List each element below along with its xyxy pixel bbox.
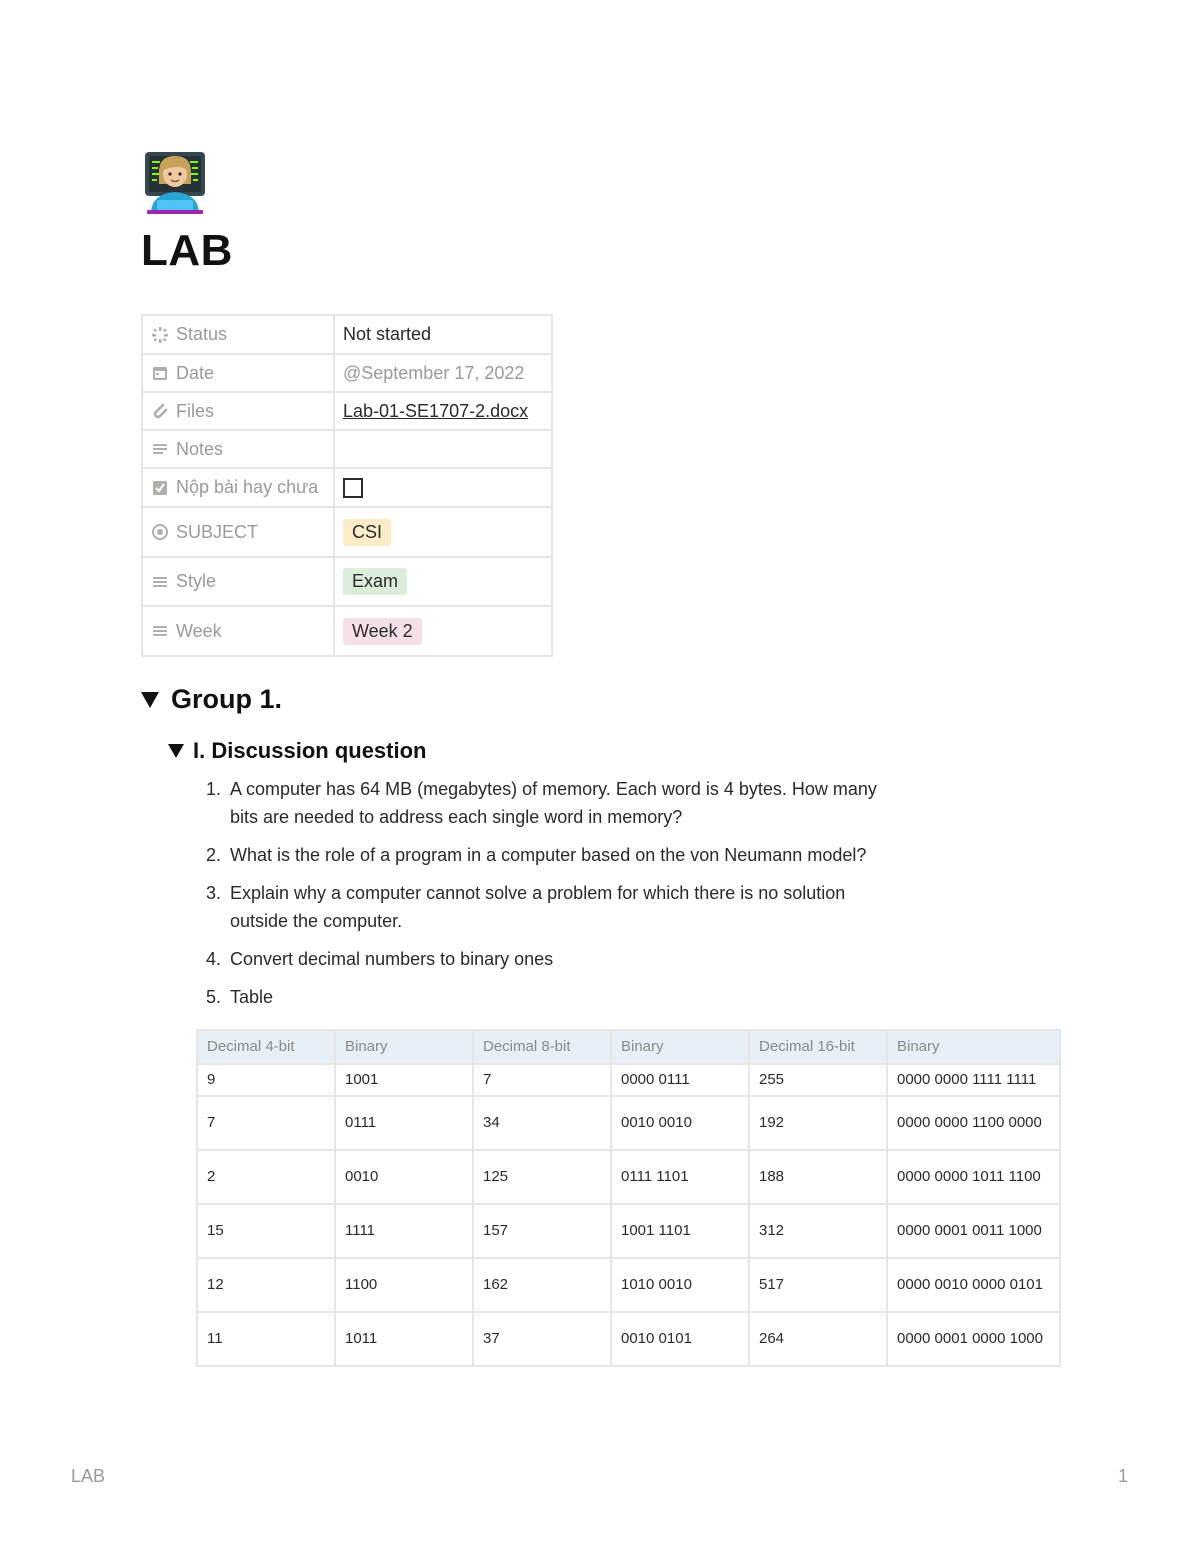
table-cell: 1100 <box>335 1258 473 1312</box>
footer-title: LAB <box>71 1466 106 1486</box>
property-key: SUBJECT <box>176 521 259 542</box>
table-cell: 517 <box>749 1258 887 1312</box>
property-key: Date <box>176 362 215 383</box>
table-cell: 1001 <box>335 1064 473 1096</box>
property-files[interactable] <box>142 392 552 430</box>
table-cell: 9 <box>197 1064 335 1096</box>
table-cell: 15 <box>197 1204 335 1258</box>
table-cell: 255 <box>749 1064 887 1096</box>
table-cell: 0000 0000 1111 1111 <box>887 1064 1060 1096</box>
toggle-triangle-icon[interactable] <box>141 692 159 708</box>
property-key: Style <box>176 571 217 591</box>
toggle-triangle-icon[interactable] <box>168 744 184 758</box>
properties-table <box>141 314 553 657</box>
submitted-checkbox[interactable] <box>343 478 363 498</box>
question-text: Table <box>230 987 274 1007</box>
text-lines-icon <box>151 622 169 640</box>
table-cell: 1001 1101 <box>611 1204 749 1258</box>
property-key: Notes <box>176 438 224 459</box>
table-row <box>197 1312 1060 1366</box>
table-cell: 125 <box>473 1150 611 1204</box>
conversion-table <box>196 1029 1061 1367</box>
table-cell: 1011 <box>335 1312 473 1366</box>
table-cell: 157 <box>473 1204 611 1258</box>
table-cell: 7 <box>473 1064 611 1096</box>
table-cell: 162 <box>473 1258 611 1312</box>
table-cell: 37 <box>473 1312 611 1366</box>
table-cell: 0000 0010 0000 0101 <box>887 1258 1060 1312</box>
table-cell: 0111 <box>335 1096 473 1150</box>
calendar-icon <box>151 364 169 382</box>
table-row <box>197 1258 1060 1312</box>
section-title: I. Discussion question <box>193 738 427 763</box>
table-header: Binary <box>611 1030 749 1064</box>
property-key: Status <box>176 324 228 344</box>
property-status[interactable] <box>142 315 552 354</box>
property-subject[interactable] <box>142 507 552 557</box>
table-cell: 0010 <box>335 1150 473 1204</box>
table-cell: 0000 0111 <box>611 1064 749 1096</box>
table-row <box>197 1096 1060 1150</box>
list-item <box>206 841 906 869</box>
question-list <box>206 775 906 1021</box>
property-key: Files <box>176 400 215 421</box>
list-item <box>206 945 906 973</box>
list-item <box>206 775 906 831</box>
table-cell: 7 <box>197 1096 335 1150</box>
table-header: Decimal 8-bit <box>473 1030 611 1064</box>
list-item <box>206 879 906 935</box>
table-header: Decimal 16-bit <box>749 1030 887 1064</box>
list-number: 5. <box>206 987 222 1007</box>
question-text: What is the role of a program in a computer based on the von Neumann model? <box>230 845 867 865</box>
select-icon <box>151 523 169 541</box>
table-cell: 0000 0001 0011 1000 <box>887 1204 1060 1258</box>
property-key: Nộp bài hay chưa <box>176 477 319 497</box>
table-cell: 2 <box>197 1150 335 1204</box>
checkbox-property-icon <box>151 479 169 497</box>
table-row <box>197 1150 1060 1204</box>
section-toggle-heading[interactable] <box>168 738 426 764</box>
week-tag[interactable]: Week 2 <box>343 618 422 645</box>
list-number: 1. <box>206 779 222 799</box>
group-title: Group 1. <box>171 684 283 714</box>
question-text: Explain why a computer cannot solve a problem for which there is no solution outside the computer. <box>230 883 846 931</box>
question-text: Convert decimal numbers to binary ones <box>230 949 554 969</box>
table-header: Binary <box>887 1030 1060 1064</box>
table-cell: 264 <box>749 1312 887 1366</box>
group-toggle-heading[interactable] <box>141 684 282 715</box>
table-cell: 188 <box>749 1150 887 1204</box>
table-cell: 11 <box>197 1312 335 1366</box>
table-header: Binary <box>335 1030 473 1064</box>
status-value: Not started <box>343 324 432 344</box>
page-number: 1 <box>1118 1466 1129 1486</box>
text-lines-icon <box>151 440 169 458</box>
page-title: LAB <box>141 226 233 275</box>
table-cell: 0010 0101 <box>611 1312 749 1366</box>
property-key: Week <box>176 620 222 641</box>
property-style[interactable] <box>142 557 552 606</box>
property-notes[interactable] <box>142 430 552 468</box>
date-value: @September 17, 2022 <box>343 362 525 383</box>
table-cell: 0000 0000 1100 0000 <box>887 1096 1060 1150</box>
property-date[interactable] <box>142 354 552 392</box>
table-row <box>197 1064 1060 1096</box>
table-cell: 0111 1101 <box>611 1150 749 1204</box>
file-link[interactable]: Lab-01-SE1707-2.docx <box>343 400 529 421</box>
table-header: Decimal 4-bit <box>197 1030 335 1064</box>
paperclip-icon <box>151 402 169 420</box>
property-submitted[interactable] <box>142 468 552 507</box>
table-header-row <box>197 1030 1060 1064</box>
table-cell: 0010 0010 <box>611 1096 749 1150</box>
table-cell: 0000 0001 0000 1000 <box>887 1312 1060 1366</box>
technologist-icon <box>143 150 207 214</box>
status-icon <box>151 326 169 344</box>
list-number: 2. <box>206 845 222 865</box>
list-number: 4. <box>206 949 222 969</box>
text-lines-icon <box>151 573 169 591</box>
table-cell: 34 <box>473 1096 611 1150</box>
table-row <box>197 1204 1060 1258</box>
table-cell: 1111 <box>335 1204 473 1258</box>
list-item <box>206 983 906 1011</box>
style-tag[interactable]: Exam <box>343 568 407 595</box>
table-cell: 1010 0010 <box>611 1258 749 1312</box>
question-text: A computer has 64 MB (megabytes) of memory. Each word is 4 bytes. How many bits are needed to address each single word in memory? <box>230 779 877 827</box>
list-number: 3. <box>206 883 222 903</box>
table-cell: 192 <box>749 1096 887 1150</box>
subject-tag[interactable]: CSI <box>343 519 391 546</box>
property-week[interactable] <box>142 606 552 656</box>
table-cell: 12 <box>197 1258 335 1312</box>
table-cell: 0000 0000 1011 1100 <box>887 1150 1060 1204</box>
table-cell: 312 <box>749 1204 887 1258</box>
